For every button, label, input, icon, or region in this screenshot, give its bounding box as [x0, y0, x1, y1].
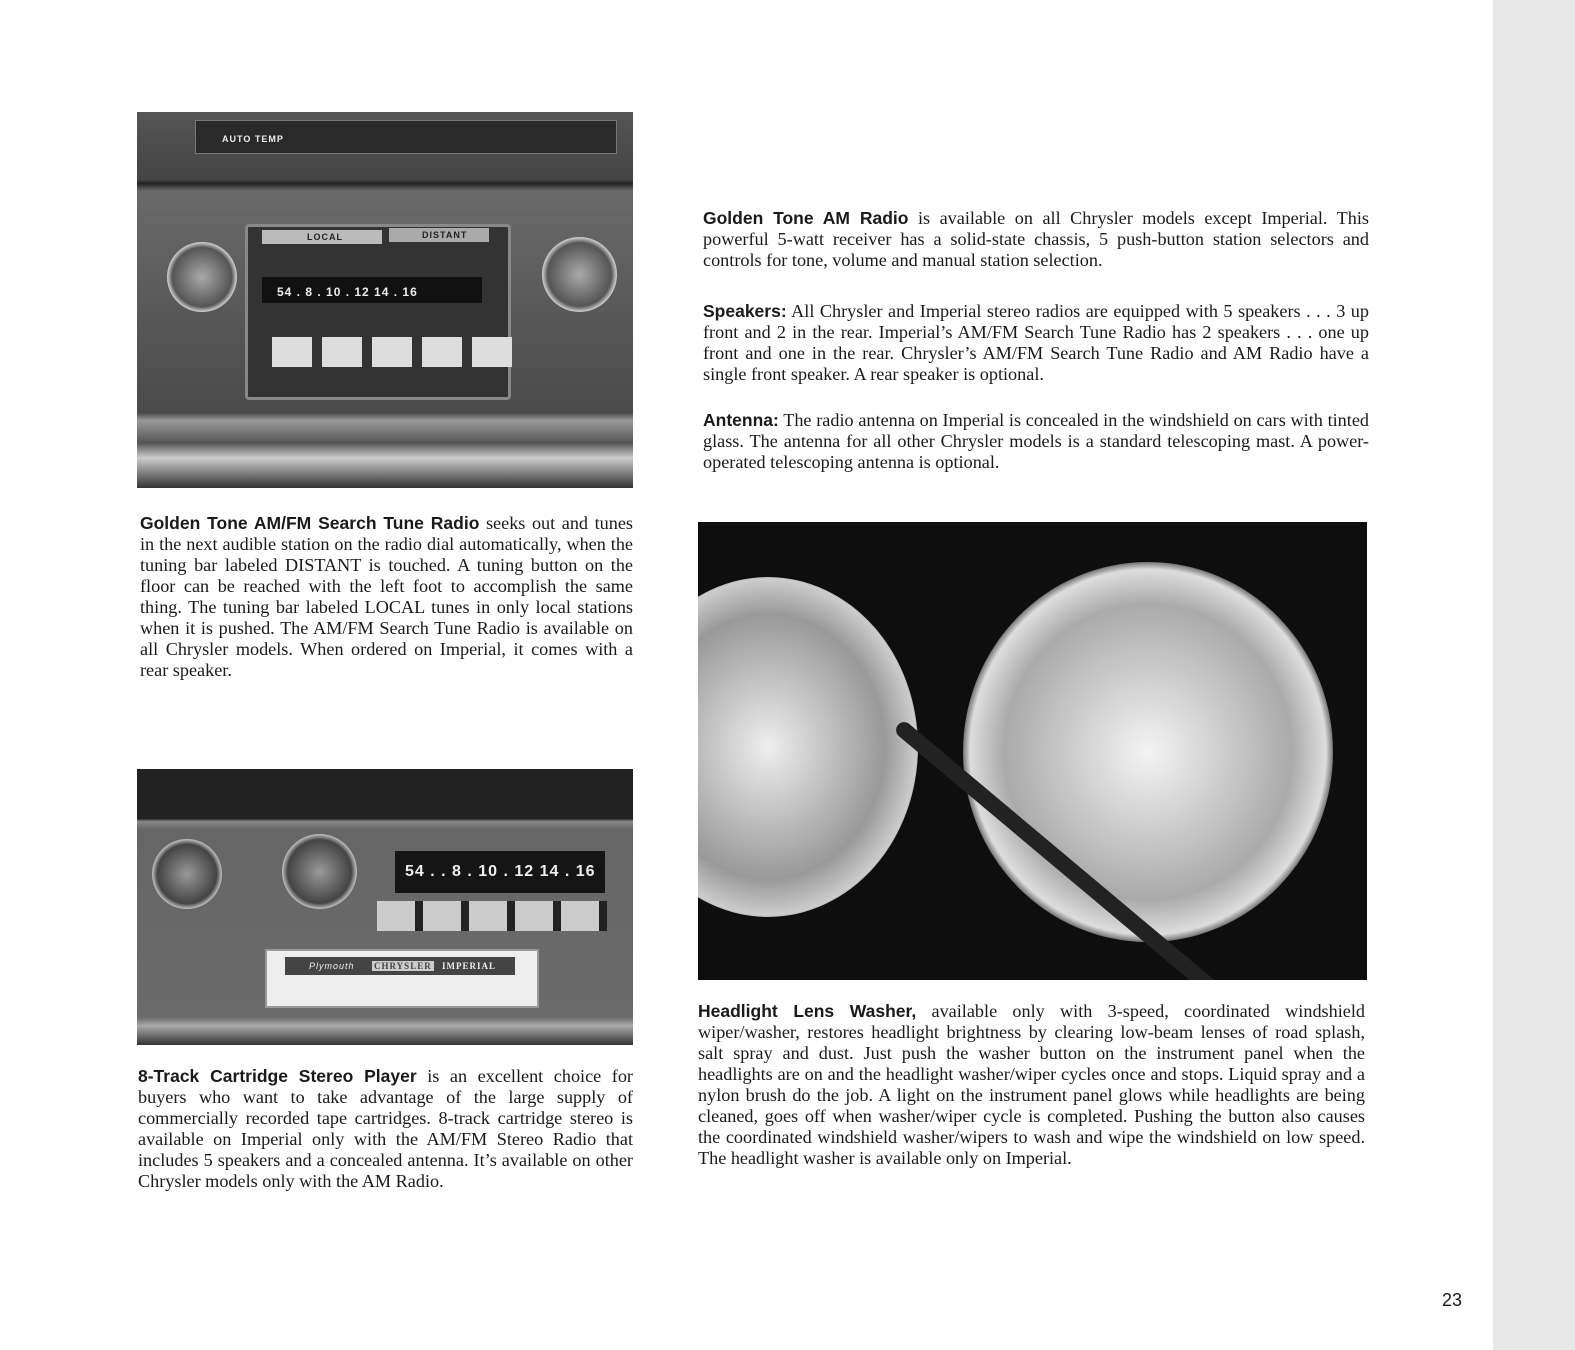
section-heading: Golden Tone AM/FM Search Tune Radio — [140, 513, 480, 533]
photo-headlight-washer — [698, 522, 1367, 980]
distant-label: DISTANT — [422, 230, 468, 240]
section-search-tune-radio — [140, 513, 633, 681]
photo-8-track-player — [137, 769, 633, 1045]
page-number: 23 — [1442, 1290, 1463, 1310]
imperial-label: IMPERIAL — [442, 961, 497, 971]
photo-am-fm-radio — [137, 112, 633, 488]
chrysler-label: CHRYSLER — [374, 961, 432, 971]
section-antenna — [703, 410, 1369, 473]
dial-scale: 54 . 8 . 10 . 12 14 . 16 — [277, 285, 418, 299]
dial-scale-2: 54 . . 8 . 10 . 12 14 . 16 — [405, 863, 596, 880]
local-label: LOCAL — [307, 232, 343, 242]
section-heading: 8-Track Cartridge Stereo Player — [138, 1066, 417, 1086]
page-margin-strip — [1493, 0, 1575, 1350]
section-speakers — [703, 301, 1369, 385]
section-headlight-washer — [698, 1001, 1365, 1169]
section-am-radio — [703, 208, 1369, 271]
section-body: available only with 3-speed, coordinated windshield wiper/washer, restores headlight brightness by clearing low-beam lenses of road splash, salt spray and dust. Just push the washer button on the instrument panel when the headlights are on and the headlight washer/wiper cycles once and stops. Liquid spray and a nylon brush do the job. A light on the instrument panel glows while headlights are being cleaned, goes off when washer/wiper cycle is completed. Pushing the button also causes the coordinated windshield washer/wipers to wash and wipe the windshield on low speed. The headlight washer is available only on Imperial. — [698, 1001, 1365, 1168]
section-heading: Headlight Lens Washer, — [698, 1001, 917, 1021]
section-heading: Golden Tone AM Radio — [703, 208, 909, 228]
section-heading: Speakers: — [703, 301, 787, 321]
section-body: The radio antenna on Imperial is concealed in the windshield on cars with tinted glass. The antenna for all other Chrysler models is a standard telescoping mast. A power-operated telescoping antenna is optional. — [703, 410, 1369, 472]
section-8-track — [138, 1066, 633, 1192]
auto-temp-label: AUTO TEMP — [222, 134, 284, 144]
section-heading: Antenna: — [703, 410, 779, 430]
section-body: seeks out and tunes in the next audible station on the radio dial automatically, when the tuning bar labeled DISTANT is touched. A tuning button on the floor can be reached with the left foot to accomplish the same thing. The tuning bar labeled LOCAL tunes in only local stations when it is pushed. The AM/FM Search Tune Radio is available on all Chrysler models. When ordered on Imperial, it comes with a rear speaker. — [140, 513, 633, 680]
section-body: is available on all Chrysler models except Imperial. This powerful 5-watt receiver has a solid-state chassis, 5 push-button station selectors and controls for tone, volume and manual station selection. — [703, 208, 1370, 270]
section-body: is an excellent choice for buyers who want to take advantage of the large supply of commercially recorded tape cartridges. 8-track cartridge stereo is available on Imperial only with the AM/FM Stereo Radio that includes 5 speakers and a concealed antenna. It’s available on other Chrysler models only with the AM Radio. — [138, 1066, 633, 1191]
plymouth-label: Plymouth — [309, 961, 355, 971]
section-body: All Chrysler and Imperial stereo radios are equipped with 5 speakers . . . 3 up front and 2 in the rear. Imperial’s AM/FM Search Tune Radio has 2 speakers . . . one up front and one in the rear. Chrysler’s AM/FM Search Tune Radio and AM Radio have a single front speaker. A rear speaker is optional. — [703, 301, 1369, 384]
